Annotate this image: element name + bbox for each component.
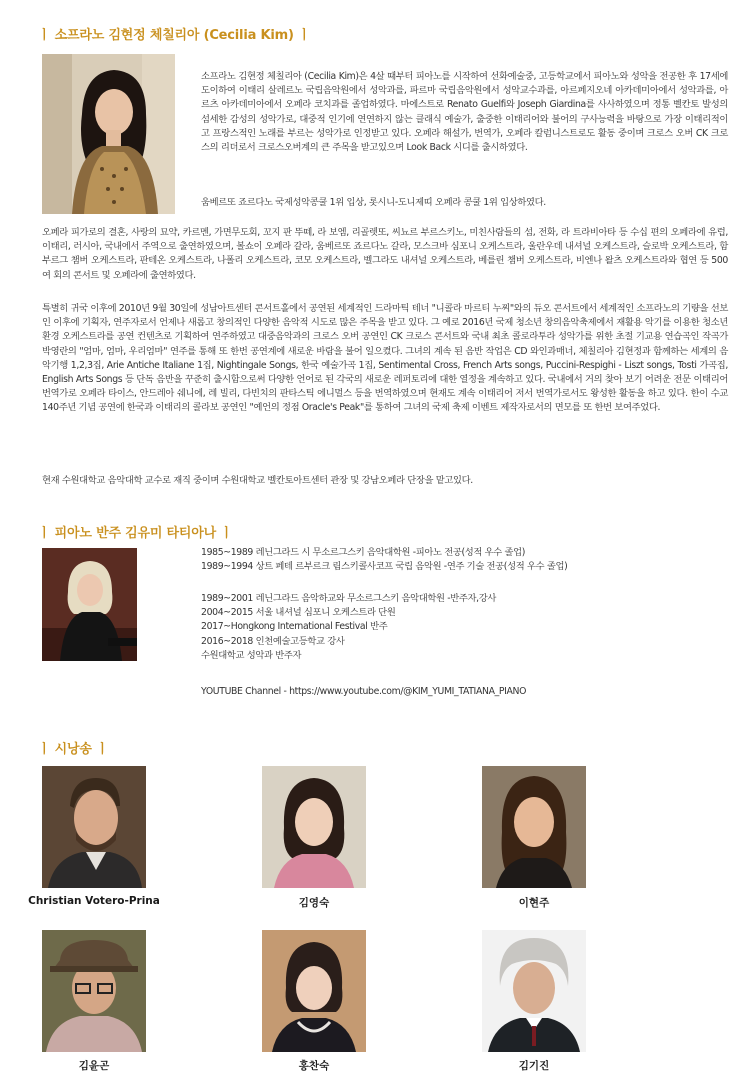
reciter-name: 김기진 [518, 1060, 550, 1072]
soprano-bio-paragraph-2: 움베르또 죠르다노 국제성악콩쿨 1위 입상, 롯시니-도니제띠 오페라 콩쿨 1위 입상하였다. [201, 197, 546, 208]
pianist-education-list [201, 546, 728, 574]
reciter-photo [42, 930, 146, 1052]
career-item: 2004~2015 서울 내셔널 심포니 오케스트라 단원 [201, 607, 396, 619]
youtube-channel-link[interactable]: YOUTUBE Channel - https://www.youtube.com/@KIM_YUMI_TATIANA_PIANO [201, 686, 527, 697]
soprano-bio-paragraph-5: 현재 수원대학교 음악대학 교수로 재직 중이며 수원대학교 벨칸토아트센터 관장 및 강남오페라 단장을 맡고있다. [42, 475, 473, 486]
recitation-section-title: ㅣ 시낭송 ㅣ [38, 742, 109, 757]
soprano-bio-paragraph-1: 소프라노 김현정 체칠리아 (Cecilia Kim)은 4살 때부터 피아노를 시작하여 선화예술중, 고등학교에서 피아노와 성악을 전공한 후 17세에 도이하여 이태리 살레르노 국립음악원에서 성악과를, 파르마 국립음악원에서 성악교수과를, 아르페지오네 아카데미아에서 성악과를, 아르츠 아카데미아에서 오페라 코치과를 졸업하였다. 마에스트로 Renato Guelfi와 Joseph Giardina를 사사하였으며 정통 벨칸토 발성의 섬세한 감성의 성악가로, 대중적 인기에 연연하지 않는 클래식 예술가, 출중한 이태리어와 불어의 구사능력을 바탕으로 가장 이태리적이고 프랑스적인 노래를 부르는 성악가로 인정받고 있다. 오페라 해설가, 번역가, 오페라 칼럼니스트로도 활동 중이며 크로스 오버 CK 크로스의 리더로서 크로스오버계의 큰 주목을 받고있으며 Look Back 시디를 출시하였다. [201, 71, 728, 154]
career-item: 2017~Hongkong International Festival 반주 [201, 621, 388, 633]
reciter-name: 김윤곤 [78, 1060, 110, 1072]
pianist-photo [42, 548, 137, 661]
reciter-photo [262, 766, 366, 888]
soprano-section-title: ㅣ 소프라노 김현정 체칠리아 (Cecilia Kim) ㅣ [38, 28, 311, 43]
reciter-name: 김영숙 [298, 897, 330, 909]
soprano-photo [42, 54, 175, 214]
reciter-name: 홍찬숙 [298, 1060, 330, 1072]
pianist-section-title: ㅣ 피아노 반주 김유미 타티아나 ㅣ [38, 526, 233, 541]
soprano-bio-paragraph-3: 오페라 피가로의 결혼, 사랑의 묘약, 카르멘, 가면무도회, 꼬지 판 뚜떼, 라 보엠, 리골렛또, 씨뇨르 부르스키노, 미친사람들의 섬, 전화, 라 트라비아타 등 수십 편의 오페라에 유럽, 이태리, 러시아, 국내에서 주역으로 출연하였으며, 볼쇼이 오페라 갈라, 움베르또 죠르다노 갈라, 모스크바 심포니 오케스트라, 울란우데 내셔널 오케스트라, 슬로박 오케스트라, 함부르그 챔버 오케스트라, 판테온 오케스트라, 나폴리 오케스트라, 코모 오케스트라, 벨그라도 내셔널 오케스트라, 베를린 챔버 오케스트라, 비엔나 왈츠 오케스트라와 협연 등 500여 회의 콘서트 및 오페라에 출연하였다. [42, 227, 728, 281]
career-item: 수원대학교 성악과 반주자 [201, 649, 302, 661]
pianist-career-list [201, 592, 728, 663]
reciter-name: Christian Votero-Prina [28, 895, 160, 907]
reciter-photo [482, 930, 586, 1052]
soprano-bio-paragraph-4: 특별히 귀국 이후에 2010년 9월 30일에 성남아트센터 콘서트홀에서 공연된 세계적인 드라마틱 테너 "니콜라 마르티 누찌"와의 듀오 콘서트에서 세계적인 소프라노의 기량을 선보인 이후에 기획자, 연주자로서 언제나 새롭고 창의적인 다양한 음악적 시도로 많은 주목을 받고 있다. 그 예로 2016년 국제 청소년 창의음악축제에서 재활용 악기를 이용한 청소년 환경 오케스트라를 공연 컨텐츠로 기획하여 연주하였고 대중음악과의 크로스 오버 공연인 CK 크로스 콘서트와 국내 최초 콜로라투라 성악가를 위한 초절 기교용 연습곡인 작곡가 박영란의 "엄마, 엄마, 우리엄마" 연주를 통해 또 한번 공연계에 새로운 바람을 불어 일으켰다. 그녀의 계속 된 음반 작업은 CD 와인과매너, 체칠리아 김현정과 함께하는 세계의 음악기행 1,2,3집, Arie Antiche Italiane 1집, Nightingale Songs, 한국 예술가곡 1집, Sentimental Cross, French Arts songs, Puccini-Respighi - Liszt songs, Tosti 가곡집, English Arts Songs 등 단독 음반을 꾸준히 출시함으로써 다양한 언어로 된 각국의 새로운 레퍼토리에 대한 열정을 계속하고 있다. 국내에서 거의 찾아 보기 어려운 전문 이태리어 번역가로 오페라 타이스, 안드레아 쉐니에, 레 빌리, 다빈치의 판타스틱 에니멀스 등을 번역하였으며 현재도 계속 이태리어 저서 번역가로서도 왕성한 활동을 하고 있다. 한이 수교 140주년 기념 공연에 한국과 이태리의 콜라보 공연인 "예언의 정점 Oracle's Peak"를 통하여 그녀의 국제 축제 이벤트 제작자로서의 면모를 또 한번 보여주었다. [42, 303, 728, 414]
education-item: 1985~1989 레닌그라드 시 무소르그스키 음악대학원 -피아노 전공(성적 우수 졸업) [201, 547, 526, 558]
reciter-photo [42, 766, 146, 888]
reciter-photo [482, 766, 586, 888]
career-item: 1989~2001 레닌그라드 음악하교와 무소르그스키 음악대학원 -반주자,강사 [201, 593, 496, 604]
career-item: 2016~2018 인천예술고등학교 강사 [201, 635, 345, 647]
education-item: 1989~1994 상트 페테 르부르크 림스키콜사코프 국립 음악원 -연주 기술 전공(성적 우수 졸업) [201, 561, 568, 573]
reciter-photo [262, 930, 366, 1052]
reciter-name: 이현주 [518, 897, 550, 909]
